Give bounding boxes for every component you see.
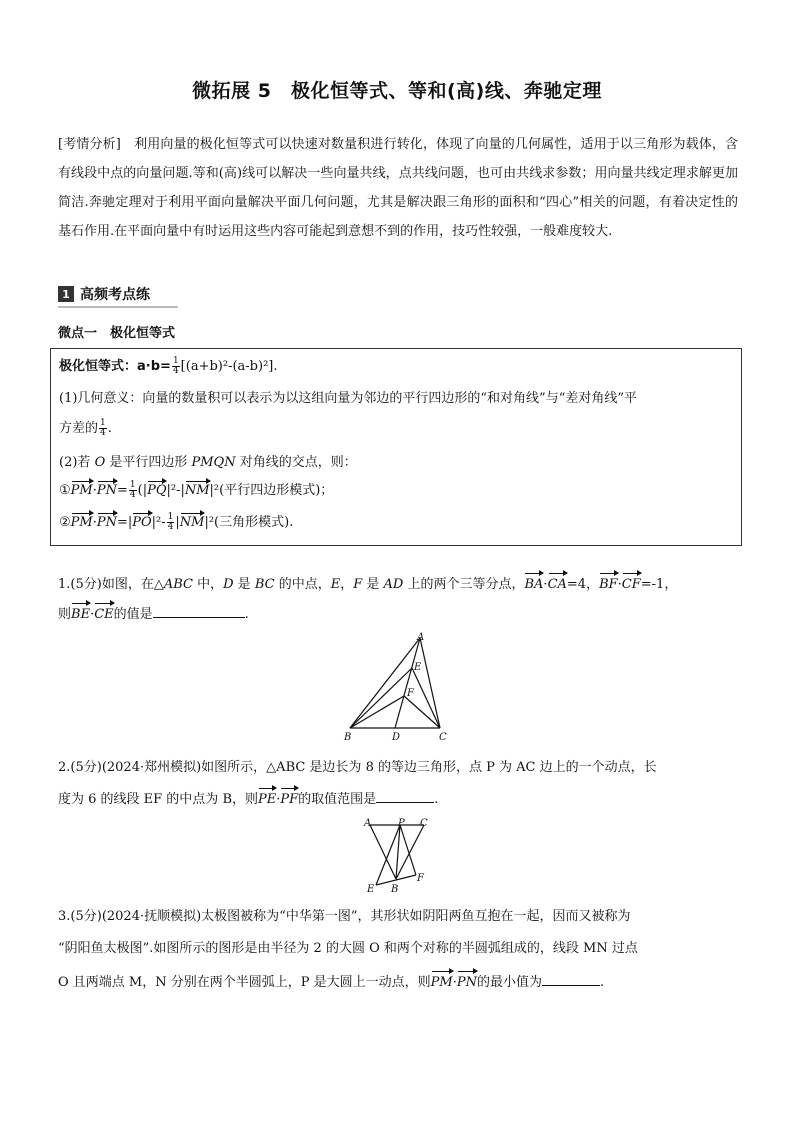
parallelogram-condition-line: (2)若 O 是平行四边形 PMQN 对角线的交点，则： [59, 455, 357, 470]
answer-blank[interactable] [153, 603, 245, 618]
section-label: 高频考点练 [80, 287, 150, 303]
answer-blank[interactable] [376, 788, 434, 803]
figure-1-label-C: C [439, 732, 447, 742]
section-number-badge: 1 [58, 286, 74, 302]
figure-2-label-A: A [364, 818, 372, 829]
section-header [58, 283, 178, 305]
figure-1-label-D: D [392, 732, 401, 742]
page-title: 微拓展 5 极化恒等式、等和(高)线、奔驰定理 [192, 80, 602, 102]
question-1-line-1: 1.(5分)如图，在△ABC 中，D 是 BC 的中点，E，F 是 AD 上的两个三等分点，BA·CA=4，BF·CF=-1， [58, 575, 748, 595]
definition-label: 极化恒等式： [59, 359, 138, 374]
figure-2-label-E: E [367, 884, 375, 895]
intro-paragraph: [考情分析] 利用向量的极化恒等式可以快速对数量积进行转化，体现了向量的几何属性，适用于以三角形为载体，含有线段中点的向量问题.等和(高)线可以解决一些向量共线，点共线问题，也可由共线求参数；用向量共线定理求解更加简洁.奔驰定理对于利用平面向量解决平面几何问题，尤其是解决跟三角形的面积和“四心”相关的问题，有着决定性的基石作用.在平面向量中有时运用这些内容可能起到意想不到的作用，技巧性较强，一般难度较大. [58, 137, 738, 239]
figure-1-triangle [340, 630, 452, 742]
figure-1-label-E: E [414, 662, 422, 673]
fraction-one-quarter: $\frac{1}{4}$ [100, 418, 106, 438]
figure-2-label-C: C [420, 818, 428, 829]
question-2-line-2: 度为 6 的线段 EF 的中点为 B，则PE·PF的取值范围是 . [58, 788, 748, 810]
question-3-line-2: “阴阳鱼太极图”.如图所示的图形是由半径为 2 的大圆 O 和两个对称的半圆弧组成的，线段 MN 过点 [58, 941, 638, 956]
triangle-mode-formula: ②PM·PN=|PO|²- $\frac{1}{4}$ |NM|²(三角形模式). [59, 512, 294, 532]
figure-1-label-A: A [417, 632, 425, 643]
figure-2-equilateral-triangle [362, 815, 430, 895]
figure-2-label-B: B [391, 884, 399, 895]
polarization-identity-box [50, 348, 742, 546]
definition-line [59, 355, 277, 376]
section-underline [58, 306, 178, 308]
question-2 [58, 758, 748, 810]
fraction-one-quarter: $\frac{1}{4}$ [172, 356, 179, 376]
question-2-line-1: 2.(5分)(2024·郑州模拟)如图所示，△ABC 是边长为 8 的等边三角形，点 P 为 AC 边上的一个动点，长 [58, 760, 657, 775]
geometric-meaning-line: (1)几何意义：向量的数量积可以表示为以这组向量为邻边的平行四边形的“和对角线”与“差对角线”平 [59, 391, 637, 406]
question-3-line-1: 3.(5分)(2024·抚顺模拟)太极图被称为“中华第一图”，其形状如阴阳两鱼互抱在一起，因而又被称为 [58, 909, 631, 924]
definition-rhs: [(a+b)²-(a-b)²]. [180, 359, 278, 374]
question-1-line-2: 则BE·CE的值是 . [58, 603, 748, 625]
question-1 [58, 575, 748, 625]
figure-2-label-F: F [417, 873, 424, 884]
geometric-meaning-line-2: 方差的 $\frac{1}{4}$ . [59, 418, 112, 438]
figure-1-label-F: F [407, 688, 414, 699]
figure-2-label-P: P [398, 818, 405, 829]
question-3-line-3: O 且两端点 M，N 分别在两个半圆弧上，P 是大圆上一动点，则PM·PN的最小值为 . [58, 971, 748, 993]
definition-lhs: a·b= [137, 359, 171, 374]
figure-1-label-B: B [344, 732, 352, 742]
answer-blank[interactable] [542, 971, 600, 986]
parallelogram-mode-formula: ①PM·PN= $\frac{1}{4}$ (|PQ|²-|NM|²(平行四边形模式)； [59, 480, 334, 500]
subsection-heading: 微点一 极化恒等式 [58, 326, 176, 341]
question-3 [58, 907, 748, 993]
